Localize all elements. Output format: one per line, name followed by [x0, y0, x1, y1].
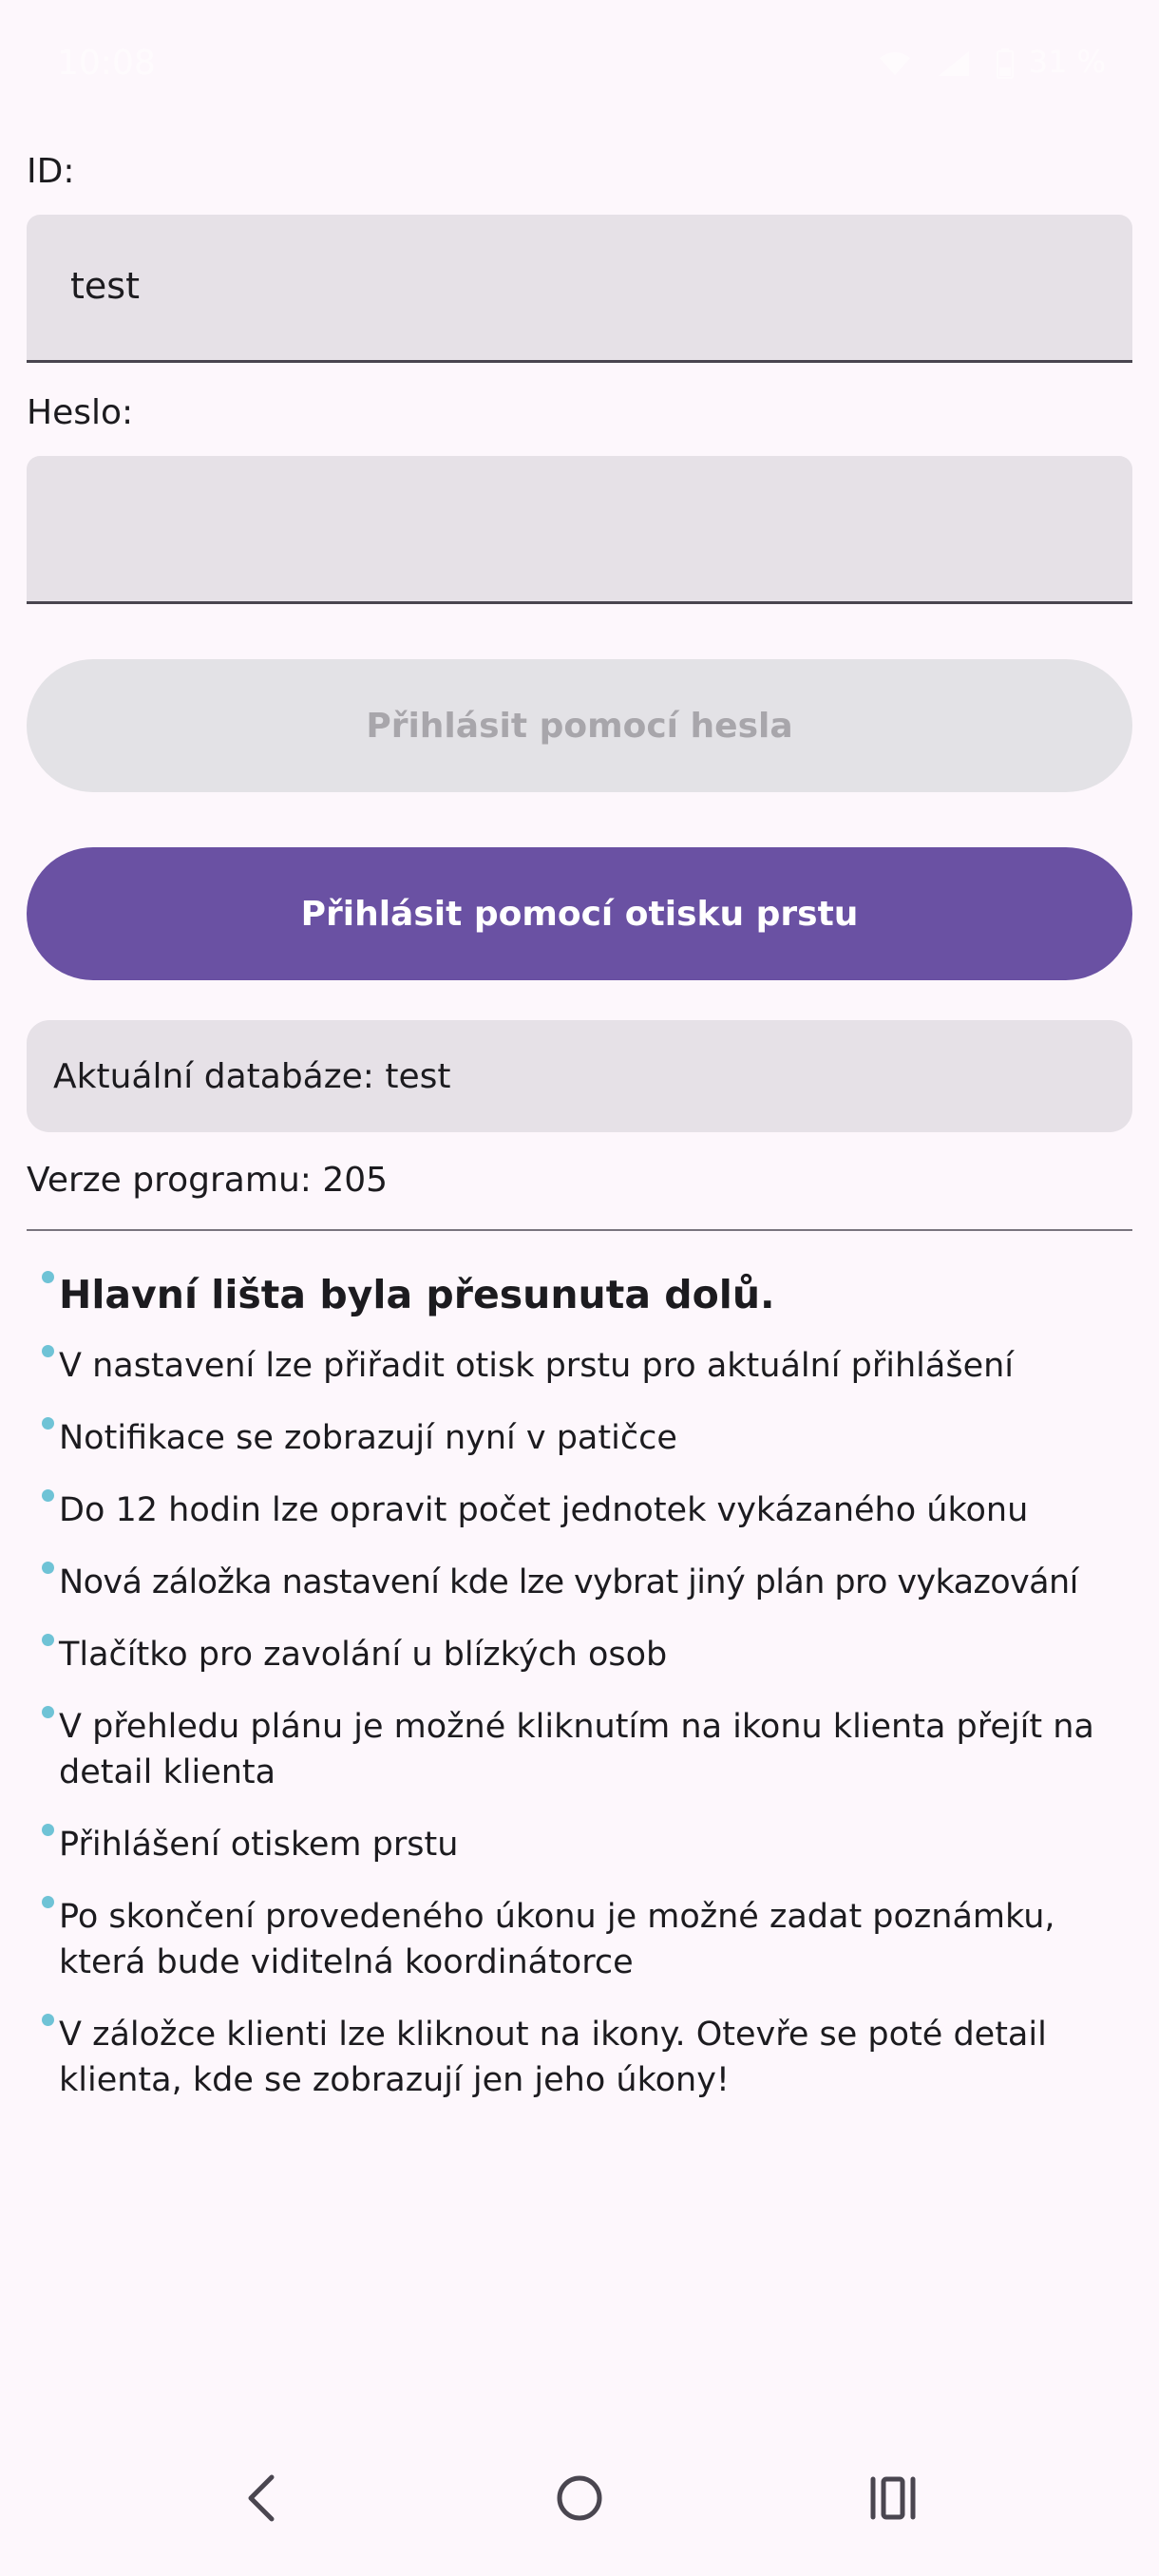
list-item — [27, 1822, 1132, 1867]
list-item-text: Nová záložka nastavení kde lze vybrat jiný plán pro vykazování — [59, 1563, 1078, 1601]
list-item-text: Notifikace se zobrazují nyní v patičce — [59, 1419, 677, 1457]
list-item — [27, 1894, 1132, 1985]
current-database: Aktuální databáze: test — [27, 1020, 1132, 1132]
id-label: ID: — [27, 152, 75, 191]
list-item — [27, 1343, 1132, 1389]
password-label: Heslo: — [27, 393, 134, 432]
password-input[interactable] — [27, 456, 1132, 604]
list-item-text: V nastavení lze přiřadit otisk prstu pro aktuální přihlášení — [59, 1347, 1015, 1385]
login-form — [27, 152, 1132, 2130]
bullet-icon — [42, 1271, 54, 1283]
status-bar — [0, 0, 1159, 129]
nav-back-button[interactable] — [215, 2451, 310, 2546]
divider — [27, 1229, 1132, 1231]
recents-icon — [868, 2475, 918, 2521]
list-item — [27, 1632, 1132, 1677]
list-item — [27, 1560, 1132, 1605]
nav-recents-button[interactable] — [846, 2451, 940, 2546]
bullet-icon — [42, 1562, 54, 1574]
bullet-icon — [42, 1706, 54, 1718]
battery-icon — [997, 48, 1014, 79]
bullet-icon — [42, 2014, 54, 2026]
nav-home-button[interactable] — [532, 2451, 627, 2546]
list-item-text: V záložce klienti lze kliknout na ikony. Otevře se poté detail klienta, kde se zobrazují jen jeho úkony! — [59, 2016, 1047, 2099]
list-item — [27, 1415, 1132, 1461]
list-item — [27, 1704, 1132, 1795]
list-item-text: Přihlášení otiskem prstu — [59, 1826, 459, 1864]
system-nav-bar — [0, 2432, 1159, 2576]
bullet-icon — [42, 1345, 54, 1357]
wifi-icon — [878, 50, 912, 77]
changelog-headline — [27, 1269, 1132, 1320]
list-item-text: V přehledu plánu je možné kliknutím na ikonu klienta přejít na detail klienta — [59, 1708, 1094, 1791]
changelog-headline-text: Hlavní lišta byla přesunuta dolů. — [59, 1272, 775, 1317]
bullet-icon — [42, 1896, 54, 1908]
battery-percent: 31 % — [1028, 44, 1106, 80]
status-time: 10:08 — [57, 44, 156, 83]
list-item-text: Tlačítko pro zavolání u blízkých osob — [59, 1636, 668, 1674]
list-item-text: Do 12 hodin lze opravit počet jednotek vykázaného úkonu — [59, 1491, 1029, 1529]
bullet-icon — [42, 1489, 54, 1502]
bullet-icon — [42, 1824, 54, 1836]
login-fingerprint-button[interactable]: Přihlásit pomocí otisku prstu — [27, 847, 1132, 980]
back-chevron-icon — [243, 2472, 281, 2525]
id-input-value: test — [70, 265, 140, 307]
status-icons — [878, 44, 1106, 80]
list-item — [27, 2012, 1132, 2103]
changelog-list — [27, 1269, 1132, 2103]
signal-icon — [937, 49, 971, 78]
list-item — [27, 1487, 1132, 1533]
home-circle-icon — [555, 2473, 604, 2523]
program-version: Verze programu: 205 — [27, 1161, 389, 1200]
list-item-text: Po skončení provedeného úkonu je možné zadat poznámku, která bude viditelná koordinátorce — [59, 1898, 1055, 1981]
bullet-icon — [42, 1417, 54, 1430]
id-input[interactable] — [27, 215, 1132, 363]
login-password-button[interactable]: Přihlásit pomocí hesla — [27, 659, 1132, 792]
bullet-icon — [42, 1634, 54, 1646]
